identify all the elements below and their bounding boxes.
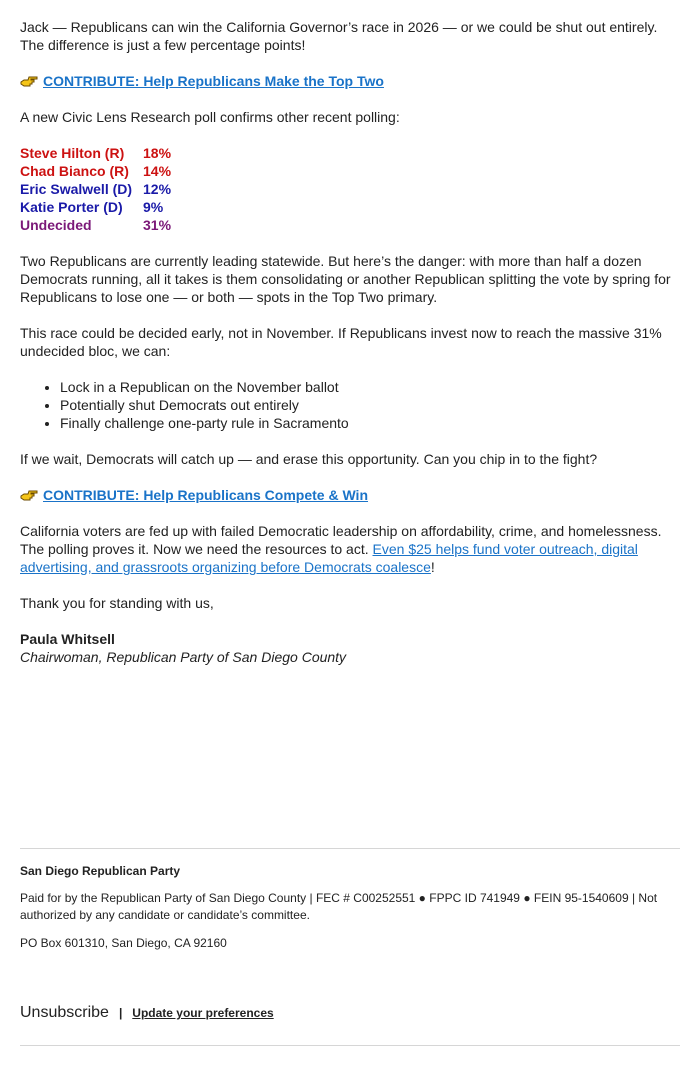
- donate-inline-link[interactable]: Even $25 helps fund voter outreach, digital: [372, 541, 638, 557]
- list-item: • Potentially shut Democrats out entirely: [60, 396, 680, 414]
- poll-results: [20, 144, 680, 234]
- pointing-hand-icon: [20, 74, 38, 88]
- poll-candidate: Chad Bianco (R): [20, 163, 129, 179]
- poll-row: [20, 180, 680, 198]
- pointing-hand-icon: [20, 488, 38, 502]
- contribute-link-top-two[interactable]: CONTRIBUTE: Help Republicans Make the Top Two: [43, 73, 384, 89]
- footer-org-name: San Diego Republican Party: [20, 864, 181, 878]
- contribute-link-compete[interactable]: CONTRIBUTE: Help Republicans Compete & Win: [43, 487, 369, 503]
- intro-line-2: The difference is just a few percentage points!: [20, 37, 306, 53]
- poll-row: [20, 144, 680, 162]
- goals-list: [20, 378, 680, 432]
- contribute-cta-compete[interactable]: [20, 486, 680, 504]
- voters-line-2-text: The polling proves it. Now we need the resources to act.: [20, 541, 373, 557]
- thanks-text: Thank you for standing with us,: [20, 595, 214, 611]
- list-item: • Finally challenge one-party rule in Sacramento: [60, 414, 680, 432]
- poll-percent: 12%: [143, 181, 172, 197]
- voters-line-2: [20, 540, 680, 558]
- footer-address: PO Box 601310, San Diego, CA 92160: [20, 936, 227, 950]
- poll-candidate: Undecided: [20, 217, 92, 233]
- poll-candidate: Katie Porter (D): [20, 199, 123, 215]
- list-item: • Lock in a Republican on the November ballot: [60, 378, 680, 396]
- wait-text: If we wait, Democrats will catch up — and erase this opportunity. Can you chip in to the fight?: [20, 451, 598, 467]
- poll-candidate: Steve Hilton (R): [20, 145, 125, 161]
- poll-percent: 31%: [143, 217, 172, 233]
- signature-name: Paula Whitsell: [20, 631, 115, 647]
- race-line-2: undecided bloc, we can:: [20, 343, 171, 359]
- footer-paid-line-2: authorized by any candidate or candidate’s committee.: [20, 908, 310, 922]
- poll-row: [20, 198, 680, 216]
- bottom-divider: [20, 1045, 680, 1046]
- poll-intro: A new Civic Lens Research poll confirms other recent polling:: [20, 109, 400, 125]
- footer-paid-line-1: Paid for by the Republican Party of San Diego County | FEC # C00252551 ● FPPC ID 741949 ● FEIN 95-1540609 | Not: [20, 891, 658, 905]
- contribute-cta-top-two[interactable]: [20, 72, 680, 90]
- poll-percent: 18%: [143, 145, 172, 161]
- unsubscribe-link[interactable]: Unsubscribe: [20, 1004, 109, 1021]
- voters-line-1: California voters are fed up with failed Democratic leadership on affordability, crime, and homelessness.: [20, 523, 662, 539]
- voters-line-3-end: !: [430, 559, 435, 575]
- email-body: [20, 0, 680, 666]
- footer-links: [20, 1004, 680, 1022]
- poll-row: [20, 162, 680, 180]
- footer-divider: [20, 848, 680, 849]
- update-preferences-link[interactable]: Update your preferences: [132, 1006, 274, 1020]
- poll-percent: 14%: [143, 163, 172, 179]
- poll-percent: 9%: [143, 199, 164, 215]
- footer: [20, 864, 680, 950]
- poll-row: [20, 216, 680, 234]
- voters-line-3: [20, 558, 680, 576]
- footer-separator: |: [118, 1006, 123, 1020]
- poll-candidate: Eric Swalwell (D): [20, 181, 133, 197]
- danger-line-3: Republicans to lose one — or both — spots in the Top Two primary.: [20, 289, 438, 305]
- donate-inline-link-cont[interactable]: advertising, and grassroots organizing before Democrats coalesce: [20, 559, 431, 575]
- race-line-1: This race could be decided early, not in November. If Republicans invest now to reach the massive 31%: [20, 325, 662, 341]
- intro-line-1: Jack — Republicans can win the California Governor’s race in 2026 — or we could be shut out entirely.: [20, 19, 658, 35]
- signature-title: Chairwoman, Republican Party of San Diego County: [20, 649, 347, 665]
- footer-paid-for: [20, 890, 680, 924]
- danger-line-1: Two Republicans are currently leading statewide. But here’s the danger: with more than half a dozen: [20, 253, 642, 269]
- danger-line-2: Democrats running, all it takes is them consolidating or another Republican splitting the vote by spring for: [20, 271, 671, 287]
